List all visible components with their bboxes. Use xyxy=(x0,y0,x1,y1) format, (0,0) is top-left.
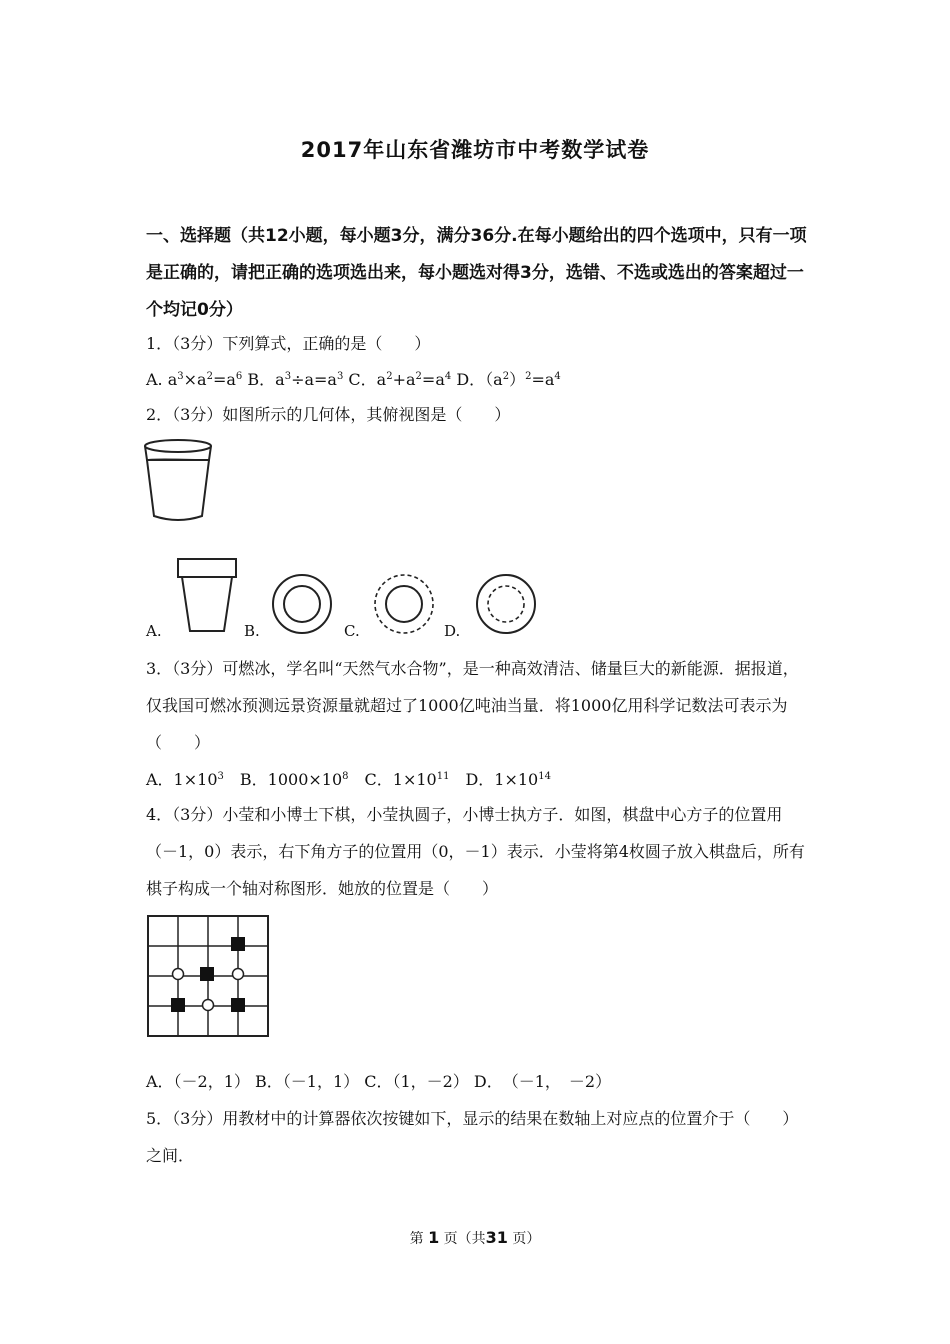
q2-stem: 2．（3分）如图所示的几何体，其俯视图是（ ） xyxy=(146,405,511,424)
q1-stem: 1．（3分）下列算式，正确的是（ ） xyxy=(146,334,431,353)
option-a-cup-front-view xyxy=(174,556,240,636)
q2-label-a: A. xyxy=(146,622,162,640)
q4-stem: 4．（3分）小莹和小博士下棋，小莹执圆子，小博士执方子．如图，棋盘中心方子的位置用（－1，0）表示，右下角方子的位置用（0，－1）表示．小莹将第4枚圆子放入棋盘后，所有棋子构成一个轴对称图形．她放的位置是（ ） xyxy=(146,805,805,898)
page-footer: 第 1 页（共31 页） xyxy=(409,1228,541,1247)
q3-options: A．$1\times 10^3$ B．$1000\times 10^8$ C．$1\times 10^{11}$ D．$1\times 10^{14}$ xyxy=(146,770,551,789)
section-heading: 一、选择题（共12小题，每小题3分，满分36分.在每小题给出的四个选项中，只有一项是正确的，请把正确的选项选出来，每小题选对得3分，选错、不选或选出的答案超过一个均记0分） xyxy=(146,226,807,320)
page-title: 2017年山东省潍坊市中考数学试卷 xyxy=(300,138,650,162)
q3-stem: 3．（3分）可燃冰，学名叫“天然气水合物”，是一种高效清洁、储量巨大的新能源．据报道，仅我国可燃冰预测远景资源量就超过了1000亿吨油当量．将1000亿用科学记数法可表示为（ ） xyxy=(146,659,799,752)
q5-stem: 5．（3分）用教材中的计算器依次按键如下，显示的结果在数轴上对应点的位置介于（ ）之间． xyxy=(146,1109,799,1165)
q2-label-c: C. xyxy=(344,622,360,640)
chessboard-figure xyxy=(146,914,270,1038)
q2-label-b: B. xyxy=(244,622,260,640)
cup-figure xyxy=(140,436,220,526)
q1-options: A. $a^3\times a^2=a^6$ B．$a^3\div a=a^3$ C．$a^2+a^2=a^4$ D．$(a^2)^2=a^4$ xyxy=(146,370,561,389)
option-c-dashed-outer-circle xyxy=(372,572,436,636)
q2-label-d: D. xyxy=(444,622,461,640)
q4-options: A．（－2，1） B．（－1，1） C．（1，－2） D． （－1， －2） xyxy=(146,1072,612,1091)
option-d-dashed-inner-circle xyxy=(474,572,538,636)
option-b-two-solid-circles xyxy=(270,572,334,636)
